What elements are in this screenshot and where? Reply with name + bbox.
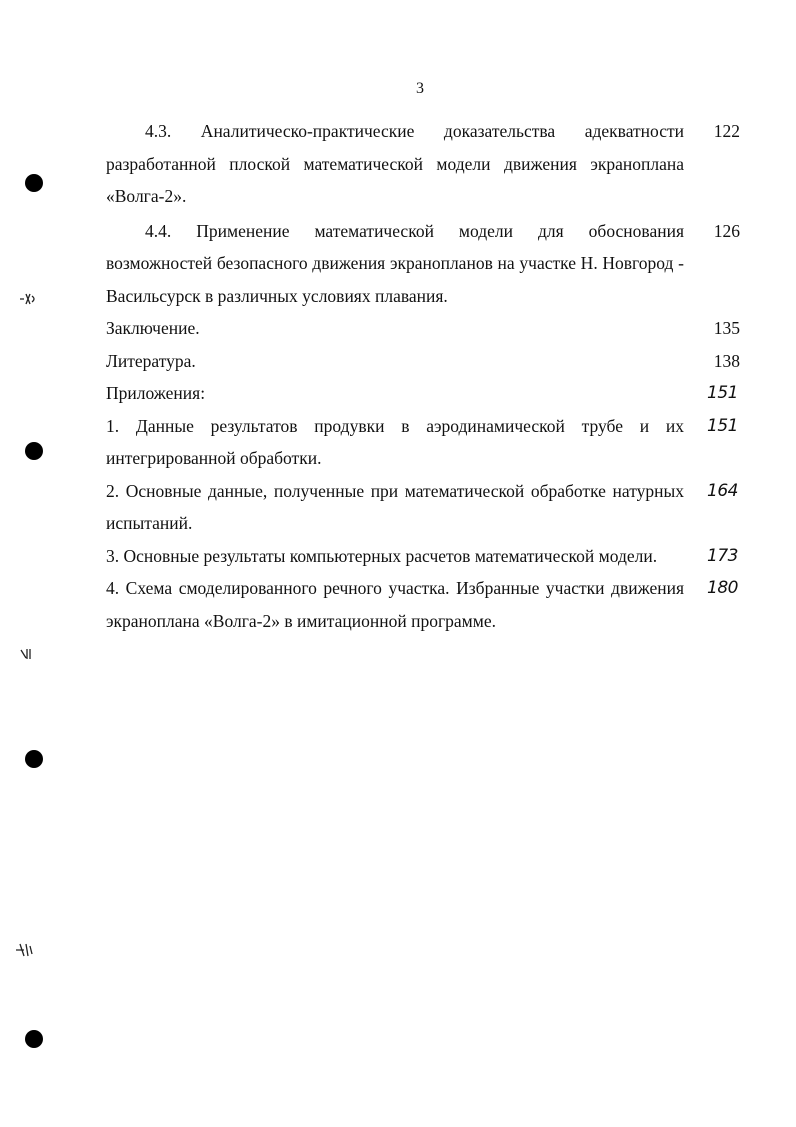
toc-entry-appendix-2 (106, 475, 746, 540)
table-of-contents (106, 115, 746, 637)
punch-hole (25, 174, 43, 192)
punch-hole (25, 750, 43, 768)
toc-entry-page-handwritten: 173 (707, 545, 738, 566)
page-number: 3 (416, 80, 424, 97)
toc-entry-appendix-1 (106, 410, 746, 475)
punch-hole (25, 442, 43, 460)
toc-entry-title: 1. Данные результатов продувки в аэродинамической трубе и их интегрированной обработки. (106, 415, 684, 468)
margin-scan-mark (18, 645, 38, 667)
toc-entry-appendices (106, 377, 746, 410)
toc-entry-4-3 (106, 115, 746, 213)
toc-entry-title: 3. Основные результаты компьютерных расчетов математической модели. (106, 545, 658, 566)
toc-entry-page-handwritten: 151 (707, 415, 738, 436)
margin-scan-mark (18, 290, 38, 312)
toc-entry-page: 135 (713, 318, 740, 338)
toc-entry-literature (106, 345, 746, 378)
punch-hole (25, 1030, 43, 1048)
toc-entry-title: 2. Основные данные, полученные при математической обработке натурных испытаний. (106, 480, 684, 533)
toc-entry-page: 122 (713, 121, 740, 141)
toc-entry-appendix-3 (106, 540, 746, 573)
toc-entry-page-handwritten: 164 (707, 480, 738, 501)
toc-entry-appendix-4 (106, 572, 746, 637)
toc-entry-title: 4.4. Применение математической модели для обоснования возможностей безопасного движения экранопланов на участке Н. Новгород - Васильсурск в различных условиях плавания. (106, 220, 684, 306)
toc-entry-title: Заключение. (106, 318, 200, 338)
toc-entry-4-4 (106, 215, 746, 313)
toc-entry-page-handwritten: 180 (707, 578, 738, 598)
toc-entry-conclusion (106, 312, 746, 345)
toc-entry-title: Приложения: (106, 383, 206, 403)
toc-entry-title: Литература. (106, 350, 196, 371)
toc-entry-page-handwritten: 151 (707, 383, 738, 403)
toc-entry-page: 138 (713, 350, 740, 371)
margin-scan-mark (14, 940, 36, 964)
toc-entry-title: 4. Схема смоделированного речного участка. Избранные участки движения экраноплана «Волга-2» в имитационной программе. (106, 578, 684, 631)
toc-entry-title: 4.3. Аналитическо-практические доказательства адекватности разработанной плоской математической модели движения экраноплана «Волга-2». (106, 121, 684, 206)
toc-entry-page: 126 (713, 220, 740, 241)
